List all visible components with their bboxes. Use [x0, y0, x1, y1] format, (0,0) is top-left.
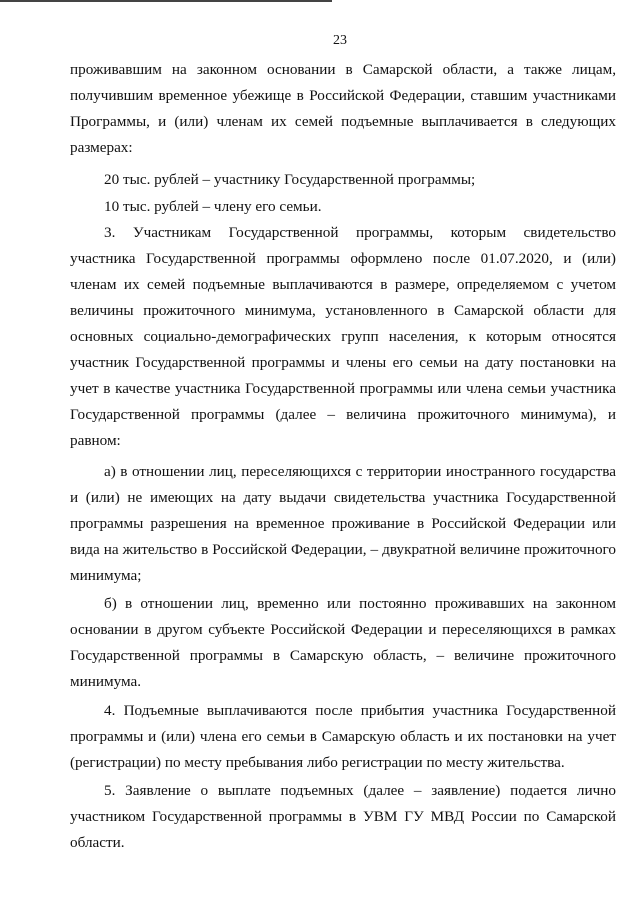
paragraph-subitem-b: б) в отношении лиц, временно или постоянно проживавших на законном основании в другом субъекте Российской Федерации и переселяющихся в рамках Государственной программы в Самарскую область, – величине прожиточного минимума. [70, 595, 616, 690]
paragraph-item-3: 3. Участникам Государственной программы, которым свидетельство участника Государственной программы оформлено после 01.07.2020, и (или) членам их семей подъемные выплачиваются в размере, определяемом с учетом величины прожиточного минимума, установленного в Самарской области для основных социально-демографических групп населения, к которым относятся участник Государственной программы и члены его семьи на дату постановки на учет в качестве участника Государственной программы или члена семьи участника Государственной программы (далее – величина прожиточного минимума), и равном: [70, 224, 616, 449]
top-rule [0, 0, 332, 2]
paragraph-item-5: 5. Заявление о выплате подъемных (далее – заявление) подается лично участником Государственной программы в УВМ ГУ МВД России по Самарской области. [70, 782, 616, 851]
paragraph-continuation: проживавшим на законном основании в Самарской области, а также лицам, получившим временное убежище в Российской Федерации, ставшим участниками Программы, и (или) членам их семей подъемные выплачивается в следующих размерах: [70, 61, 616, 156]
paragraph-amount-family: 10 тыс. рублей – члену его семьи. [104, 198, 322, 215]
paragraph-subitem-a: а) в отношении лиц, переселяющихся с территории иностранного государства и (или) не имеющих на дату выдачи свидетельства участника Государственной программы разрешения на временное проживание в Российской Федерации или вида на жительство в Российской Федерации, – двукратной величине прожиточного минимума; [70, 463, 616, 584]
paragraph-amount-participant: 20 тыс. рублей – участнику Государственной программы; [104, 171, 476, 188]
page-number: 23 [333, 33, 347, 48]
paragraph-item-4: 4. Подъемные выплачиваются после прибытия участника Государственной программы и (или) члена его семьи в Самарскую область и их постановки на учет (регистрации) по месту пребывания либо регистрации по месту жительства. [70, 702, 616, 771]
